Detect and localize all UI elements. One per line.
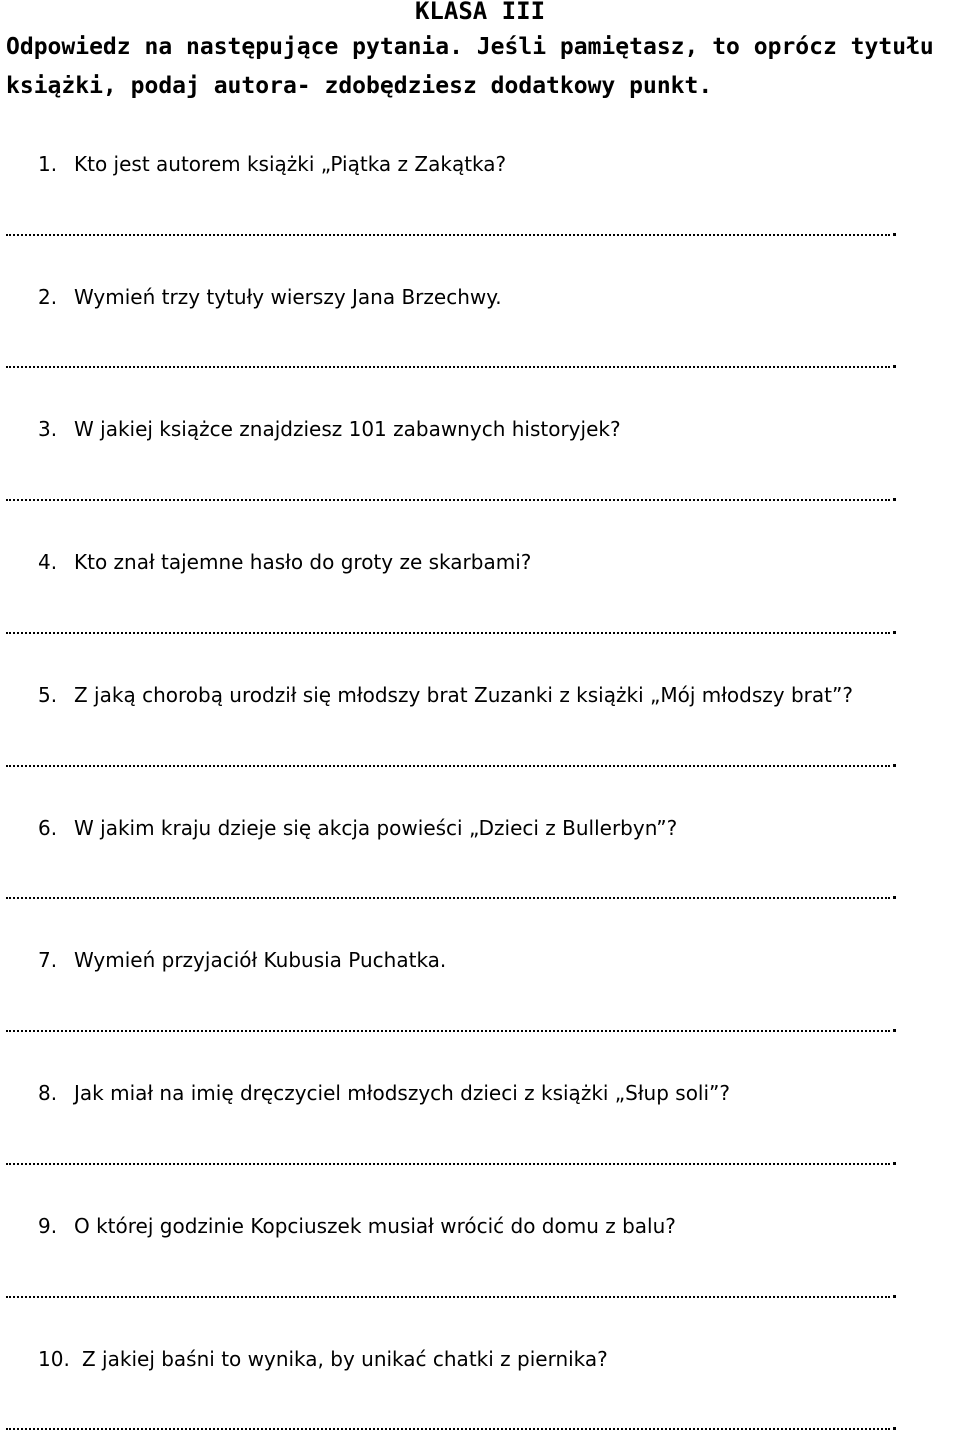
question-number: 3. bbox=[38, 417, 58, 441]
question-number: 4. bbox=[38, 550, 58, 574]
question-number: 6. bbox=[38, 816, 58, 840]
question-text: Kto jest autorem książki „Piątka z Zakątka? bbox=[74, 152, 507, 176]
question-number: 8. bbox=[38, 1081, 58, 1105]
question-3 bbox=[38, 415, 938, 443]
question-6 bbox=[38, 814, 938, 842]
answer-line-8[interactable] bbox=[6, 1163, 890, 1165]
question-8 bbox=[38, 1079, 938, 1107]
answer-line-7[interactable] bbox=[6, 1030, 890, 1032]
question-1 bbox=[38, 150, 938, 178]
question-text: Jak miał na imię dręczyciel młodszych dzieci z książki „Słup soli”? bbox=[74, 1081, 731, 1105]
answer-line-3[interactable] bbox=[6, 499, 890, 501]
answer-line-4[interactable] bbox=[6, 632, 890, 634]
answer-line-6[interactable] bbox=[6, 897, 890, 899]
answer-line-2[interactable] bbox=[6, 366, 890, 368]
question-text: Wymień trzy tytuły wierszy Jana Brzechwy. bbox=[74, 285, 502, 309]
question-9 bbox=[38, 1212, 938, 1240]
answer-line-1[interactable] bbox=[6, 234, 890, 236]
question-number: 5. bbox=[38, 683, 58, 707]
answer-line-10[interactable] bbox=[6, 1428, 890, 1430]
question-text: Kto znał tajemne hasło do groty ze skarbami? bbox=[74, 550, 532, 574]
question-number: 1. bbox=[38, 152, 58, 176]
question-text: W jakiej książce znajdziesz 101 zabawnych historyjek? bbox=[74, 417, 621, 441]
question-text: Z jakiej baśni to wynika, by unikać chatki z piernika? bbox=[82, 1347, 608, 1371]
question-5 bbox=[38, 681, 938, 709]
question-2 bbox=[38, 283, 938, 311]
instructions-line-1: Odpowiedz na następujące pytania. Jeśli pamiętasz, to oprócz tytułu bbox=[6, 34, 934, 60]
instructions-line-2: książki, podaj autora- zdobędziesz dodatkowy punkt. bbox=[6, 73, 713, 99]
question-number: 2. bbox=[38, 285, 58, 309]
answer-line-9[interactable] bbox=[6, 1296, 890, 1298]
question-text: Z jaką chorobą urodził się młodszy brat Zuzanki z książki „Mój młodszy brat”? bbox=[74, 683, 853, 707]
answer-line-5[interactable] bbox=[6, 765, 890, 767]
question-number: 9. bbox=[38, 1214, 58, 1238]
worksheet-title: KLASA III bbox=[414, 0, 546, 25]
question-7 bbox=[38, 946, 938, 974]
question-number: 10. bbox=[38, 1347, 70, 1371]
instructions bbox=[6, 28, 960, 106]
question-number: 7. bbox=[38, 948, 58, 972]
question-10 bbox=[38, 1345, 938, 1373]
question-4 bbox=[38, 548, 938, 576]
question-text: Wymień przyjaciół Kubusia Puchatka. bbox=[74, 948, 447, 972]
question-text: O której godzinie Kopciuszek musiał wrócić do domu z balu? bbox=[74, 1214, 676, 1238]
question-text: W jakim kraju dzieje się akcja powieści „Dzieci z Bullerbyn”? bbox=[74, 816, 678, 840]
